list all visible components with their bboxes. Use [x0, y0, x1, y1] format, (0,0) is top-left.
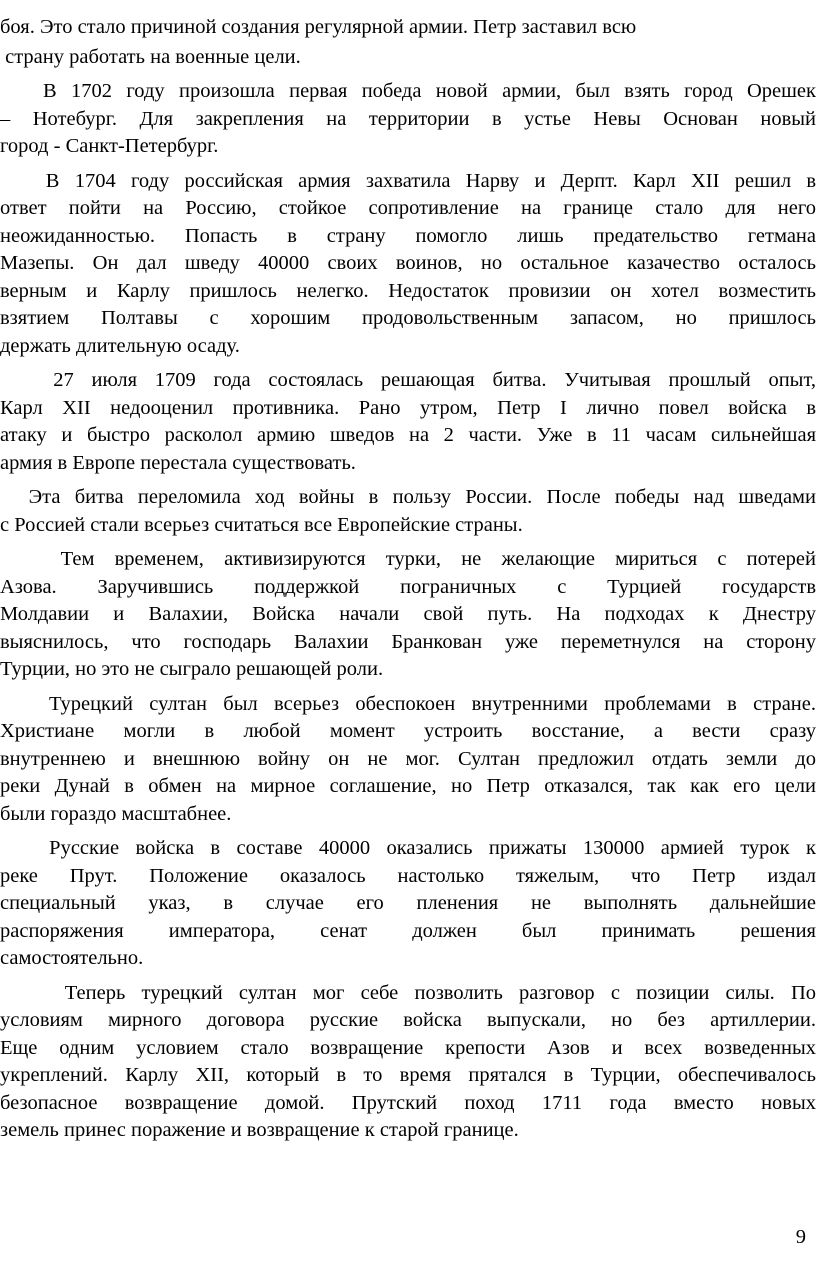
text-line: распоряжения императора, сенат должен был принимать решения: [0, 919, 816, 942]
text-line: реки Дунай в обмен на мирное соглашение, но Петр отказался, так как его цели: [0, 775, 816, 797]
text-line: ответ пойти на Россию, стойкое сопротивление на границе стало для него: [0, 197, 816, 219]
paragraph: [0, 691, 816, 829]
text-line: Турецкий султан был всерьез обеспокоен внутренними проблемами в стране.: [0, 692, 816, 715]
text-line: Мазепы. Он дал шведу 40000 своих воинов, но остальное казачество осталось: [0, 252, 816, 274]
text-line: Русские войска в составе 40000 оказались прижаты 130000 армией турок к: [0, 837, 816, 859]
text-line: укреплений. Карлу XII, который в то время прятался в Турции, обеспечивалось: [0, 1064, 816, 1086]
text-line: Христиане могли в любой момент устроить восстание, а вести сразу: [0, 720, 816, 742]
text-line: Тем временем, активизируются турки, не желающие мириться с потерей: [0, 548, 816, 570]
paragraph: [0, 168, 816, 361]
text-line: атаку и быстро расколол армию шведов на 2 части. Уже в 11 часам сильнейшая: [0, 424, 816, 446]
text-line: страну работать на военные цели.: [0, 45, 301, 68]
text-line: условиям мирного договора русские войска выпускали, но без артиллерии.: [0, 1009, 816, 1031]
paragraph: [0, 484, 816, 539]
text-line: Карл XII недооценил противника. Рано утром, Петр I лично повел войска в: [0, 396, 816, 419]
text-line: Теперь турецкий султан мог себе позволить разговор с позиции силы. По: [0, 981, 816, 1004]
text-line: В 1704 году российская армия захватила Нарву и Дерпт. Карл XII решил в: [0, 169, 816, 192]
paragraph: [0, 14, 816, 42]
text-line: 27 июля 1709 года состоялась решающая битва. Учитывая прошлый опыт,: [0, 369, 816, 391]
paragraph: [0, 78, 816, 161]
text-line: В 1702 году произошла первая победа новой армии, был взять город Орешек: [0, 80, 816, 102]
text-line: Еще одним условием стало возвращение крепости Азов и всех возведенных: [0, 1036, 816, 1059]
text-line: внутреннею и внешнюю войну он не мог. Султан предложил отдать земли до: [0, 747, 816, 770]
text-line: боя. Это стало причиной создания регулярной армии. Петр заставил всю: [0, 16, 637, 38]
page-number: 9: [795, 1226, 806, 1248]
text-line: Молдавии и Валахии, Войска начали свой путь. На подходах к Днестру: [0, 603, 816, 625]
paragraph: [0, 980, 816, 1145]
text-line: город - Санкт-Петербург.: [0, 135, 219, 157]
text-line: Азова. Заручившись поддержкой пограничных с Турцией государств: [0, 575, 816, 598]
text-line: неожиданностью. Попасть в страну помогло лишь предательство гетмана: [0, 224, 816, 247]
text-line: были гораздо масштабнее.: [0, 802, 232, 825]
text-line: выяснилось, что господарь Валахии Бранкован уже переметнулся на сторону: [0, 630, 816, 653]
text-line: – Нотебург. Для закрепления на территории в устье Невы Основан новый: [0, 107, 816, 130]
text-line: с Россией стали всерьез считаться все Европейские страны.: [0, 513, 523, 536]
text-line: Турции, но это не сыграло решающей роли.: [0, 658, 384, 680]
paragraph: [0, 835, 816, 973]
text-line: армия в Европе перестала существовать.: [0, 451, 356, 474]
text-line: земель принес поражение и возвращение к старой границе.: [0, 1119, 519, 1141]
text-line: держать длительную осаду.: [0, 334, 240, 357]
text-line: Эта битва переломила ход войны в пользу России. После победы над шведами: [0, 486, 816, 508]
paragraph: [0, 367, 816, 477]
text-line: безопасное возвращение домой. Прутский поход 1711 года вместо новых: [0, 1091, 816, 1114]
text-line: самостоятельно.: [0, 947, 144, 969]
text-line: реке Прут. Положение оказалось настолько тяжелым, что Петр издал: [0, 864, 816, 887]
text-line: верным и Карлу пришлось нелегко. Недостаток провизии он хотел возместить: [0, 279, 816, 302]
paragraph: [0, 44, 816, 72]
text-line: взятием Полтавы с хорошим продовольственным запасом, но пришлось: [0, 307, 816, 329]
paragraph: [0, 546, 816, 684]
document-body: [0, 14, 816, 1145]
text-line: специальный указ, в случае его пленения не выполнять дальнейшие: [0, 892, 816, 914]
